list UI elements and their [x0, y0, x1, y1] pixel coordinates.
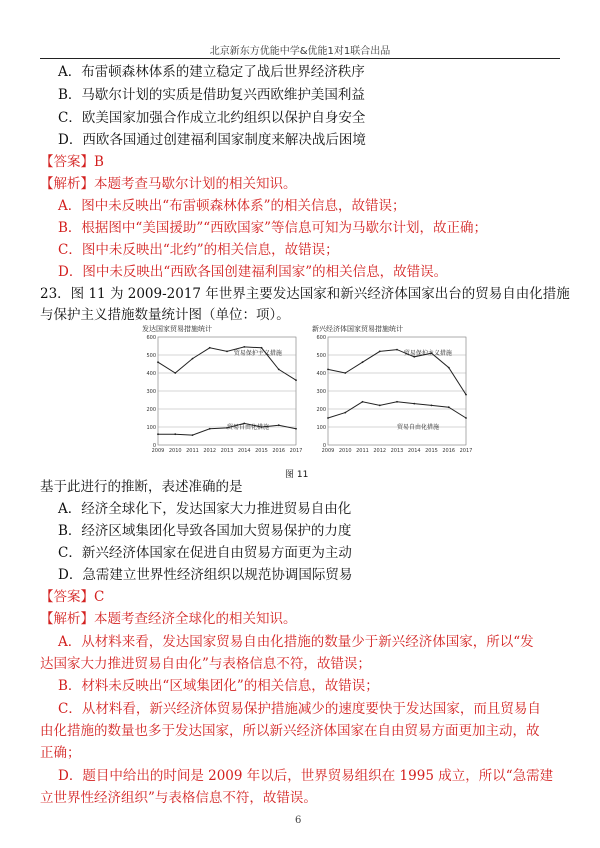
data-point: [413, 403, 415, 405]
data-point: [362, 361, 364, 363]
q23-answer: 【答案】C: [40, 589, 105, 605]
data-point: [261, 347, 263, 349]
figure-caption: 图 11: [285, 470, 309, 480]
q23-analysis-c3: 正确；: [40, 745, 81, 761]
data-point: [157, 433, 159, 435]
series-label: 贸易保护主义措施: [233, 350, 282, 357]
data-point: [174, 433, 176, 435]
x-tick-label: 2009: [151, 448, 165, 454]
data-point: [226, 351, 228, 353]
data-point: [209, 347, 211, 349]
q22-option-c: C．欧美国家加强合作成立北约组织以保护自身安全: [58, 110, 366, 126]
q23-analysis-title: 【解析】本题考查经济全球化的相关知识。: [40, 611, 297, 627]
series-label: 贸易自由化措施: [227, 424, 270, 431]
q23-analysis-a1: A．从材料来看，发达国家贸易自由化措施的数量少于新兴经济体国家，所以“发: [58, 634, 534, 650]
q22-option-a: A．布雷顿森林体系的建立稳定了战后世界经济秩序: [58, 64, 365, 80]
q23-option-a: A．经济全球化下，发达国家大力推进贸易自由化: [58, 501, 352, 517]
y-tick-label: 200: [146, 407, 156, 413]
data-point: [396, 401, 398, 403]
data-point: [396, 349, 398, 351]
data-point: [295, 428, 297, 430]
data-point: [327, 369, 329, 371]
y-tick-label: 600: [146, 335, 156, 341]
series-label: 贸易保护主义措施: [403, 350, 452, 357]
q23-stem-line1: 23．图 11 为 2009-2017 年世界主要发达国家和新兴经济体国家出台的贸易自由化措施: [40, 286, 570, 302]
x-tick-label: 2016: [272, 448, 286, 454]
header-rule: [40, 58, 560, 59]
y-tick-label: 0: [322, 443, 326, 449]
x-tick-label: 2016: [442, 448, 456, 454]
x-tick-label: 2015: [255, 448, 268, 454]
y-tick-label: 100: [146, 425, 156, 431]
data-point: [362, 401, 364, 403]
q23-analysis-d1: D．题目中给出的时间是 2009 年以后，世界贸易组织在 1995 成立，所以“急需建: [58, 768, 554, 784]
q23-analysis-c1: C．从材料看，新兴经济体贸易保护措施减少的速度要快于发达国家，而且贸易自: [58, 701, 541, 717]
q23-analysis-d2: 立世界性经济组织”与表格信息不符，故错误。: [40, 790, 317, 806]
data-point: [465, 394, 467, 396]
q22-analysis-d: D．图中未反映出“西欧各国创建福利国家”的相关信息，故错误。: [58, 264, 448, 280]
x-tick-label: 2015: [425, 448, 438, 454]
q23-analysis-a2: 达国家大力推进贸易自由化”与表格信息不符，故错误；: [40, 656, 371, 672]
series-label: 贸易自由化措施: [397, 424, 440, 431]
y-tick-label: 300: [316, 389, 326, 395]
x-tick-label: 2009: [321, 448, 335, 454]
page-header: 北京新东方优能中学&优能1对1联合出品: [209, 46, 391, 57]
data-point: [344, 372, 346, 374]
x-tick-label: 2017: [289, 448, 303, 454]
q22-answer: 【答案】B: [40, 154, 104, 170]
q22-option-d: D．西欧各国通过创建福利国家制度来解决战后困境: [58, 132, 366, 148]
y-tick-label: 300: [146, 389, 156, 395]
data-point: [465, 417, 467, 419]
x-tick-label: 2013: [220, 448, 234, 454]
y-tick-label: 400: [316, 371, 326, 377]
data-point: [431, 405, 433, 407]
data-point: [209, 428, 211, 430]
y-tick-label: 500: [316, 353, 326, 359]
q23-stem-line2: 与保护主义措施数量统计图（单位：项）。: [40, 307, 290, 323]
y-tick-label: 0: [152, 443, 156, 449]
figure-11-charts: [140, 323, 473, 463]
q23-analysis-c2: 由化措施的数量也多于发达国家，所以新兴经济体国家在自由贸易方面更加主动，故: [40, 723, 540, 739]
data-point: [344, 412, 346, 414]
data-point: [379, 405, 381, 407]
y-tick-label: 500: [146, 353, 156, 359]
x-tick-label: 2017: [459, 448, 473, 454]
data-point: [192, 434, 194, 436]
y-tick-label: 600: [316, 335, 326, 341]
q23-after-chart: 基于此进行的推断，表述准确的是: [40, 479, 243, 495]
x-tick-label: 2010: [338, 448, 352, 454]
q23-analysis-b: B．材料未反映出“区域集团化”的相关信息，故错误；: [58, 678, 379, 694]
chart-title: 新兴经济体国家贸易措施统计: [312, 325, 403, 333]
chart-developed: [142, 324, 302, 454]
data-point: [379, 351, 381, 353]
data-point: [448, 367, 450, 369]
x-tick-label: 2011: [356, 448, 369, 454]
data-point: [327, 417, 329, 419]
data-point: [448, 406, 450, 408]
q22-analysis-title: 【解析】本题考查马歇尔计划的相关知识。: [40, 176, 297, 192]
data-point: [295, 379, 297, 381]
q22-option-b: B．马歇尔计划的实质是借助复兴西欧维护美国利益: [58, 87, 365, 103]
q23-option-c: C．新兴经济体国家在促进自由贸易方面更为主动: [58, 545, 352, 561]
x-tick-label: 2013: [390, 448, 404, 454]
q22-analysis-c: C．图中未反映出“北约”的相关信息，故错误；: [58, 242, 339, 258]
data-point: [243, 346, 245, 348]
data-point: [278, 369, 280, 371]
x-tick-label: 2014: [237, 448, 251, 454]
x-tick-label: 2012: [373, 448, 387, 454]
y-tick-label: 100: [316, 425, 326, 431]
q22-analysis-a: A．图中未反映出“布雷顿森林体系”的相关信息，故错误；: [58, 198, 406, 214]
data-point: [157, 361, 159, 363]
y-tick-label: 400: [146, 371, 156, 377]
x-tick-label: 2010: [168, 448, 182, 454]
x-tick-label: 2011: [186, 448, 199, 454]
page-number: 6: [295, 815, 302, 826]
chart-emerging: [312, 324, 472, 454]
series-line-liberalization: [328, 402, 466, 418]
y-tick-label: 200: [316, 407, 326, 413]
q22-analysis-b: B．根据图中“美国援助”“西欧国家”等信息可知为马歇尔计划，故正确；: [58, 220, 488, 236]
q23-option-b: B．经济区域集团化导致各国加大贸易保护的力度: [58, 523, 352, 539]
data-point: [278, 424, 280, 426]
data-point: [174, 372, 176, 374]
chart-title: 发达国家贸易措施统计: [142, 325, 212, 333]
x-tick-label: 2012: [203, 448, 217, 454]
q23-option-d: D．急需建立世界性经济组织以规范协调国际贸易: [58, 567, 353, 583]
x-tick-label: 2014: [407, 448, 421, 454]
data-point: [192, 358, 194, 360]
